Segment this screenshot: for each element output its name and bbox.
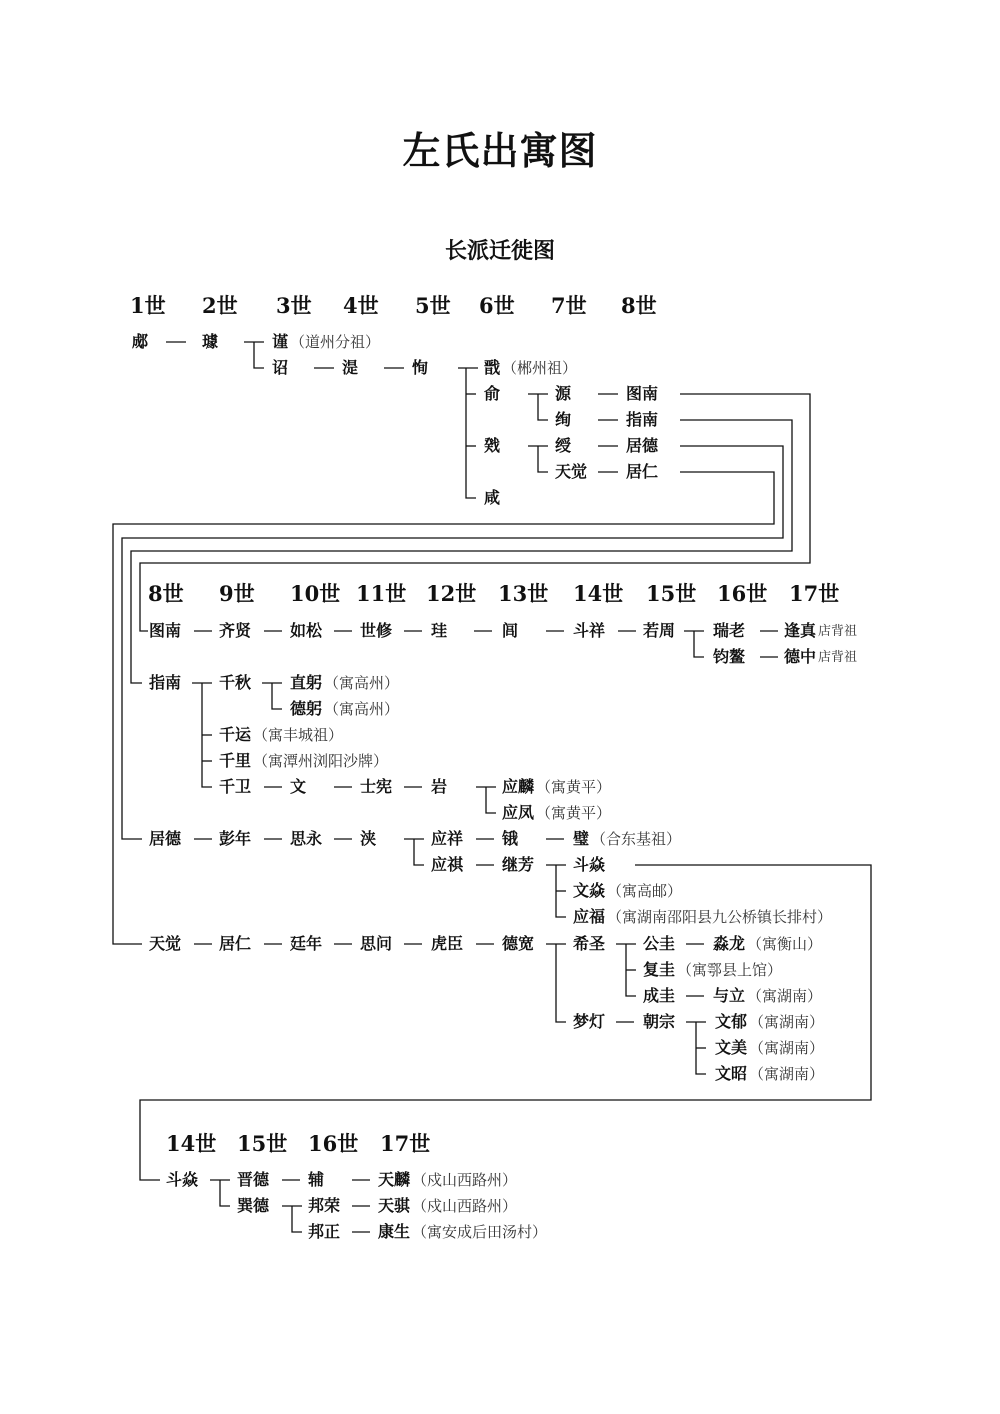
person-node: 士宪 — [360, 777, 393, 796]
person-node: 文郁 — [715, 1012, 748, 1031]
person-node: 居德 — [149, 829, 182, 848]
migration-note: （寓丰城祖） — [253, 726, 344, 744]
person-node: 巽德 — [237, 1196, 270, 1215]
person-node: 瑞老 — [713, 621, 746, 640]
person-node: 斗焱 — [573, 855, 606, 874]
person-node: 璩 — [202, 332, 219, 351]
person-node: 戣 — [484, 436, 501, 455]
migration-note: 店背祖 — [818, 624, 858, 639]
person-node: 斗焱 — [166, 1170, 199, 1189]
person-node: 应祥 — [431, 829, 464, 848]
gen-label: 15世 — [237, 1131, 288, 1156]
person-node: 晋德 — [237, 1170, 270, 1189]
gen-label: 6世 — [479, 293, 515, 318]
person-node: 指南 — [626, 410, 659, 429]
person-node: 虎臣 — [431, 934, 464, 953]
person-node: 郕 — [132, 332, 149, 351]
migration-note: 店背祖 — [818, 650, 858, 665]
person-node: 天麟 — [378, 1170, 411, 1189]
person-node: 应祺 — [431, 855, 464, 874]
gen-label: 1世 — [130, 293, 166, 318]
person-node: 谨 — [272, 332, 289, 351]
person-node: 直躬 — [290, 673, 323, 692]
gen-label: 5世 — [415, 293, 451, 318]
person-node: 邦荣 — [308, 1196, 341, 1215]
migration-note: （合东基祖） — [591, 830, 682, 848]
person-node: 戬 — [484, 358, 501, 377]
person-node: 应福 — [573, 907, 606, 926]
migration-note: （戍山西路州） — [412, 1197, 518, 1215]
person-node: 希圣 — [573, 934, 606, 953]
migration-note: （郴州祖） — [502, 359, 578, 377]
person-node: 继芳 — [502, 855, 535, 874]
person-node: 钧鳌 — [713, 647, 746, 666]
migration-note: （寓安成后田汤村） — [412, 1223, 548, 1241]
gen-label: 17世 — [789, 581, 840, 606]
gen-label: 7世 — [551, 293, 587, 318]
person-node: 千秋 — [219, 673, 252, 692]
migration-note: （寓湖南邵阳县九公桥镇长排村） — [607, 908, 833, 926]
person-node: 千运 — [219, 725, 252, 744]
person-node: 斗祥 — [573, 621, 606, 640]
person-node: 彭年 — [219, 829, 252, 848]
migration-note: （寓黄平） — [536, 804, 612, 822]
migration-note: （寓高州） — [324, 700, 400, 718]
gen-label: 8世 — [621, 293, 657, 318]
page-subtitle: 长派迁徙图 — [444, 238, 555, 264]
person-node: 璧 — [573, 829, 590, 848]
person-node: 咸 — [484, 488, 501, 507]
person-node: 诏 — [272, 358, 289, 377]
person-node: 锇 — [502, 829, 519, 848]
page-title: 左氏出寓图 — [402, 128, 598, 173]
person-node: 岩 — [431, 777, 448, 796]
person-node: 指南 — [149, 673, 182, 692]
gen-label: 3世 — [276, 293, 312, 318]
person-node: 千里 — [219, 751, 252, 770]
gen-label: 11世 — [356, 581, 407, 606]
person-node: 德中 — [784, 647, 817, 666]
person-node: 文焱 — [573, 881, 606, 900]
person-node: 思永 — [290, 829, 323, 848]
person-node: 邦正 — [308, 1222, 341, 1241]
person-node: 逢真 — [784, 621, 817, 640]
person-node: 图南 — [626, 384, 659, 403]
person-node: 如松 — [290, 621, 323, 640]
person-node: 文昭 — [715, 1064, 748, 1083]
person-node: 居仁 — [219, 934, 252, 953]
gen-label: 14世 — [573, 581, 624, 606]
person-node: 康生 — [378, 1222, 411, 1241]
person-node: 应凤 — [502, 803, 535, 822]
person-node: 千卫 — [219, 777, 252, 796]
person-node: 天骐 — [378, 1196, 411, 1215]
person-node: 德宽 — [502, 934, 535, 953]
person-node: 珪 — [431, 621, 448, 640]
person-node: 居德 — [626, 436, 659, 455]
person-node: 应麟 — [502, 777, 535, 796]
person-node: 恂 — [412, 358, 429, 377]
migration-note: （戍山西路州） — [412, 1171, 518, 1189]
person-node: 朝宗 — [643, 1012, 676, 1031]
migration-note: （寓湖南） — [749, 1039, 825, 1057]
migration-note: （寓黄平） — [536, 778, 612, 796]
migration-note: （寓湖南） — [747, 987, 823, 1005]
person-node: 俞 — [484, 384, 501, 403]
person-node: 天觉 — [149, 934, 182, 953]
migration-note: （寓湖南） — [749, 1065, 825, 1083]
person-node: 居仁 — [626, 462, 659, 481]
person-node: 若周 — [643, 621, 676, 640]
migration-note: （寓潭州浏阳沙牌） — [253, 752, 389, 770]
migration-note: （寓衡山） — [747, 935, 823, 953]
gen-label: 4世 — [343, 293, 379, 318]
migration-note: （寓鄠县上馆） — [677, 961, 783, 979]
person-node: 成圭 — [643, 986, 676, 1005]
person-node: 齐贤 — [219, 621, 252, 640]
gen-label: 15世 — [646, 581, 697, 606]
person-node: 绶 — [555, 436, 572, 455]
person-node: 图南 — [149, 621, 182, 640]
person-node: 文 — [290, 777, 307, 796]
migration-note: （道州分祖） — [290, 333, 381, 351]
person-node: 复圭 — [643, 960, 676, 979]
migration-note: （寓湖南） — [749, 1013, 825, 1031]
gen-label: 14世 — [166, 1131, 217, 1156]
person-node: 辅 — [308, 1170, 325, 1189]
person-node: 天觉 — [555, 462, 588, 481]
person-node: 绚 — [555, 410, 572, 429]
gen-label: 10世 — [290, 581, 341, 606]
gen-label: 8世 — [148, 581, 184, 606]
person-node: 梦灯 — [573, 1012, 606, 1031]
person-node: 文美 — [715, 1038, 748, 1057]
person-node: 德躬 — [290, 699, 323, 718]
person-node: 与立 — [713, 986, 746, 1005]
gen-label: 13世 — [498, 581, 549, 606]
gen-label: 17世 — [380, 1131, 431, 1156]
person-node: 淼龙 — [713, 934, 746, 953]
person-node: 湜 — [342, 358, 359, 377]
person-node: 浃 — [360, 829, 377, 848]
person-node: 世修 — [360, 621, 393, 640]
migration-note: （寓高邮） — [607, 882, 683, 900]
gen-label: 16世 — [308, 1131, 359, 1156]
migration-note: （寓高州） — [324, 674, 400, 692]
person-node: 闾 — [502, 621, 519, 640]
gen-label: 12世 — [426, 581, 477, 606]
gen-label: 2世 — [202, 293, 238, 318]
gen-label: 9世 — [219, 581, 255, 606]
person-node: 公圭 — [643, 934, 676, 953]
person-node: 源 — [555, 384, 572, 403]
gen-label: 16世 — [717, 581, 768, 606]
person-node: 廷年 — [290, 934, 323, 953]
person-node: 思问 — [360, 934, 393, 953]
